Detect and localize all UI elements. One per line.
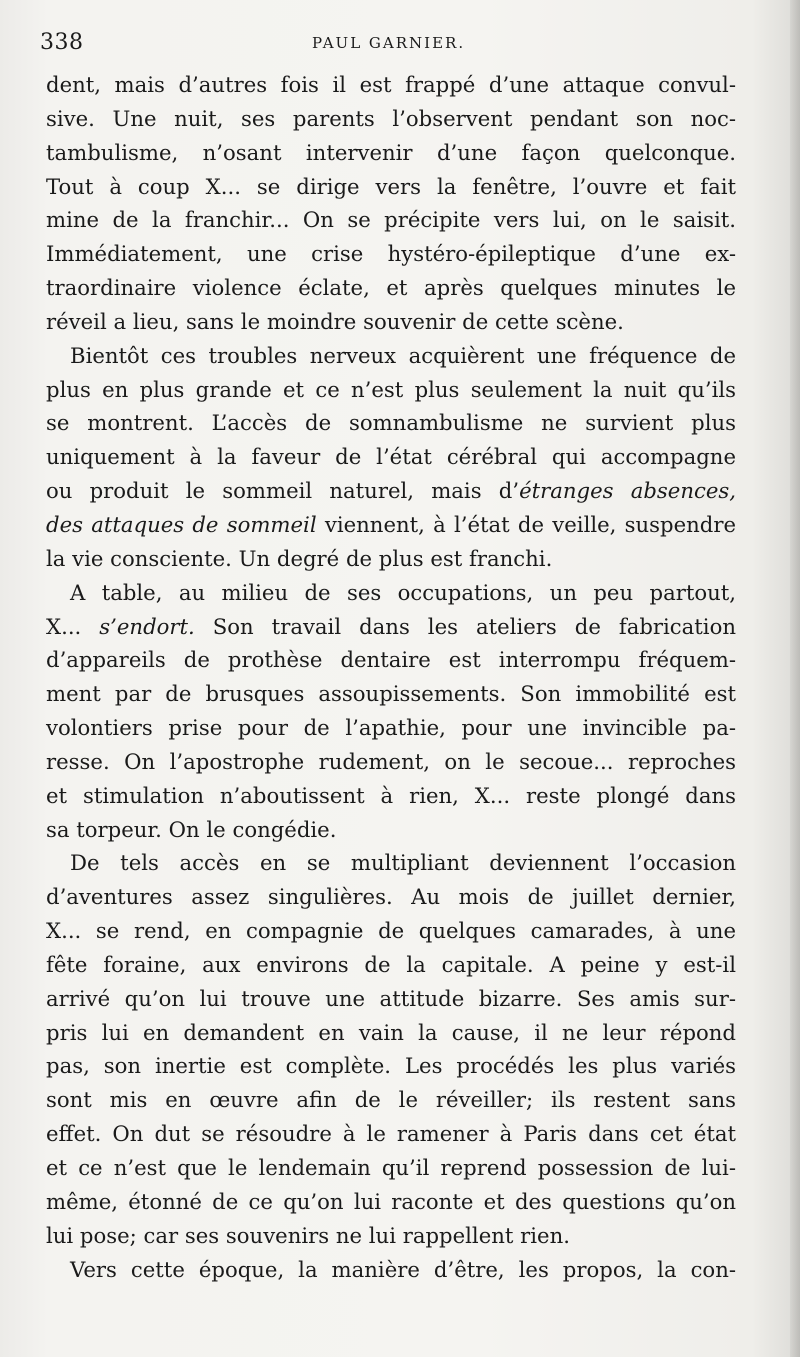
text-line: traordinaire violence éclate, et après quelques minutes le [46, 275, 736, 301]
text-line: Bientôt ces troubles nerveux acquièrent une fréquence de [70, 342, 736, 368]
text-line: tambulisme, n’osant intervenir d’une façon quelconque. [46, 139, 736, 165]
text-line: lui pose; car ses souvenirs ne lui rappellent rien. [46, 1222, 570, 1248]
italic-text: étranges absences, [519, 478, 736, 504]
text-line: dent, mais d’autres fois il est frappé d’une attaque convul- [46, 72, 736, 97]
text-line: fête foraine, aux environs de la capitale. A peine y est-il [46, 951, 736, 977]
paragraph [46, 1253, 736, 1287]
running-head: PAUL GARNIER. [312, 34, 466, 52]
text-line: resse. On l’apostrophe rudement, on le secoue... reproches [46, 748, 736, 774]
text-line: arrivé qu’on lui trouve une attitude bizarre. Ses amis sur- [46, 985, 736, 1011]
text-line: se montrent. L’accès de somnambulisme ne survient plus [46, 410, 736, 436]
text-segment: Son travail dans les ateliers de fabrication [194, 613, 736, 639]
text-line: A table, au milieu de ses occupations, un peu partout, [70, 579, 736, 605]
text-line: Tout à coup X... se dirige vers la fenêtre, l’ouvre et fait [46, 173, 736, 199]
text-line: Immédiatement, une crise hystéro-épileptique d’une ex- [46, 241, 736, 267]
text-line: pris lui en demandent en vain la cause, il ne leur répond [46, 1019, 736, 1045]
text-line: plus en plus grande et ce n’est plus seulement la nuit qu’ils [46, 376, 736, 402]
text-line: sont mis en œuvre afin de le réveiller; ils restent sans [46, 1087, 736, 1113]
text-line: pas, son inertie est complète. Les procédés les plus variés [46, 1053, 736, 1079]
page-edge-shadow [790, 0, 800, 1357]
body-text [46, 68, 736, 1286]
paragraph [46, 339, 736, 576]
text-segment: ou produit le sommeil naturel, mais d’ [46, 478, 520, 504]
paragraph [46, 68, 736, 339]
text-line: ment par de brusques assoupissements. Son immobilité est [46, 681, 736, 707]
text-line: réveil a lieu, sans le moindre souvenir de cette scène. [46, 308, 624, 334]
text-line: Vers cette époque, la manière d’être, les propos, la con- [70, 1256, 736, 1282]
text-line: X... se rend, en compagnie de quelques camarades, à une [46, 918, 736, 944]
text-line: De tels accès en se multipliant deviennent l’occasion [70, 850, 736, 876]
text-line: sa torpeur. On le congédie. [46, 816, 337, 842]
text-line: mine de la franchir... On se précipite vers lui, on le saisit. [46, 207, 736, 233]
text-line [46, 474, 736, 508]
text-line: effet. On dut se résoudre à le ramener à Paris dans cet état [46, 1121, 736, 1147]
paragraph [46, 576, 736, 847]
text-line: d’appareils de prothèse dentaire est interrompu fréquem- [46, 647, 736, 673]
text-line: d’aventures assez singulières. Au mois de juillet dernier, [46, 884, 736, 910]
text-line: uniquement à la faveur de l’état cérébral qui accompagne [46, 444, 736, 470]
text-line: et ce n’est que le lendemain qu’il reprend possession de lui- [46, 1155, 736, 1180]
text-segment: viennent, à l’état de veille, suspendre [316, 511, 736, 537]
text-segment: X... [46, 613, 100, 639]
italic-text: des attaques de sommeil [46, 511, 317, 537]
text-line: même, étonné de ce qu’on lui raconte et des questions qu’on [46, 1188, 736, 1214]
text-line: la vie consciente. Un degré de plus est franchi. [46, 545, 553, 571]
text-line: sive. Une nuit, ses parents l’observent pendant son noc- [46, 105, 736, 131]
page-number: 338 [40, 30, 84, 55]
text-line [46, 610, 736, 644]
page-header [40, 30, 750, 64]
paragraph [46, 846, 736, 1252]
text-line: volontiers prise pour de l’apathie, pour une invincible pa- [46, 715, 736, 741]
text-line [46, 508, 736, 542]
text-line: et stimulation n’aboutissent à rien, X... reste plongé dans [46, 782, 736, 808]
italic-text: s’endort. [99, 613, 195, 639]
